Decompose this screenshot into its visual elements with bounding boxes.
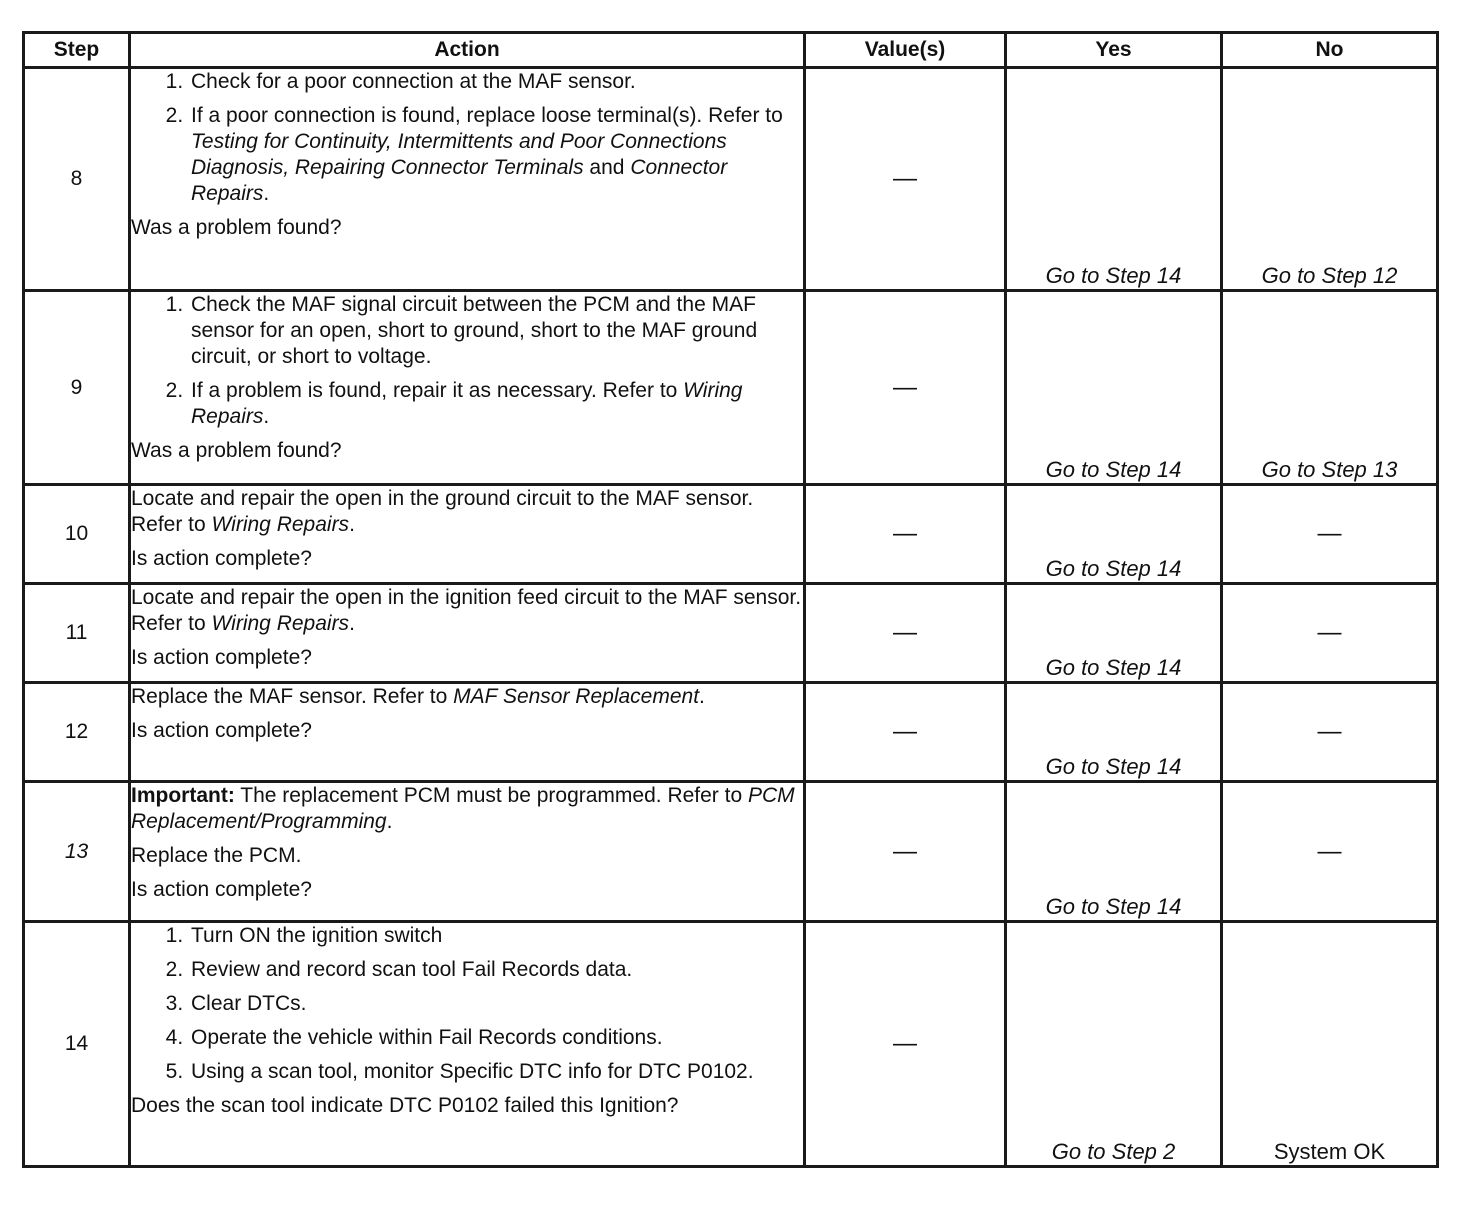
- action-cell: [130, 68, 805, 291]
- reference-link: MAF Sensor Replacement: [453, 685, 700, 708]
- step-number: 9: [24, 291, 130, 485]
- action-text: Replace the PCM.: [131, 844, 302, 867]
- action-question: Was a problem found?: [131, 439, 342, 462]
- action-item: 5. Using a scan tool, monitor Specific DTC info for DTC P0102.: [189, 1059, 803, 1085]
- action-text: Locate and repair the open in the ignition feed circuit to the MAF sensor. Refer to Wiring Repairs.: [131, 586, 802, 635]
- value-cell: —: [805, 782, 1006, 922]
- action-item: 2. If a problem is found, repair it as necessary. Refer to Wiring Repairs.: [189, 378, 803, 430]
- step-number: 8: [24, 68, 130, 291]
- step-number: 10: [24, 485, 130, 584]
- yes-cell: Go to Step 14: [1006, 291, 1222, 485]
- action-cell: [130, 922, 805, 1167]
- value-cell: —: [805, 683, 1006, 782]
- important-label: Important:: [131, 784, 235, 807]
- yes-cell: Go to Step 14: [1006, 584, 1222, 683]
- header-step: Step: [24, 33, 130, 68]
- yes-cell: Go to Step 14: [1006, 485, 1222, 584]
- header-yes: Yes: [1006, 33, 1222, 68]
- reference-link: Wiring Repairs: [211, 612, 350, 635]
- action-text: Locate and repair the open in the ground circuit to the MAF sensor. Refer to Wiring Repairs.: [131, 487, 754, 536]
- header-row: [24, 33, 1438, 68]
- step-number: 11: [24, 584, 130, 683]
- no-cell: Go to Step 13: [1222, 291, 1438, 485]
- header-no: No: [1222, 33, 1438, 68]
- table-row: [24, 485, 1438, 584]
- value-cell: —: [805, 291, 1006, 485]
- action-item: 1. Turn ON the ignition switch: [189, 923, 803, 949]
- no-cell: —: [1222, 485, 1438, 584]
- table-row: [24, 291, 1438, 485]
- action-item: 2. If a poor connection is found, replace loose terminal(s). Refer to Testing for Continuity, Intermittents and Poor Connections Diagnosis, Repairing Connector Terminals and Connector Repairs.: [189, 103, 803, 207]
- reference-link: Connector Repairs: [191, 156, 728, 205]
- action-cell: [130, 485, 805, 584]
- action-question: Is action complete?: [131, 719, 312, 742]
- table-row: [24, 922, 1438, 1167]
- value-cell: —: [805, 584, 1006, 683]
- action-cell: [130, 291, 805, 485]
- table-row: [24, 683, 1438, 782]
- action-question: Is action complete?: [131, 878, 312, 901]
- no-cell: —: [1222, 683, 1438, 782]
- action-item: 1. Check for a poor connection at the MAF sensor.: [189, 69, 803, 95]
- diagnostic-table: [22, 31, 1439, 1168]
- step-number: 12: [24, 683, 130, 782]
- no-cell: System OK: [1222, 922, 1438, 1167]
- action-item: 3. Clear DTCs.: [189, 991, 803, 1017]
- yes-cell: Go to Step 14: [1006, 683, 1222, 782]
- header-values: Value(s): [805, 33, 1006, 68]
- header-action: Action: [130, 33, 805, 68]
- value-cell: —: [805, 68, 1006, 291]
- reference-link: Testing for Continuity, Intermittents and Poor Connections Diagnosis, Repairing Connector Terminals: [191, 130, 727, 179]
- action-cell: [130, 584, 805, 683]
- yes-cell: Go to Step 14: [1006, 782, 1222, 922]
- reference-link: Wiring Repairs: [211, 513, 350, 536]
- action-item: 4. Operate the vehicle within Fail Records conditions.: [189, 1025, 803, 1051]
- step-number: 13: [24, 782, 130, 922]
- action-item: 2. Review and record scan tool Fail Records data.: [189, 957, 803, 983]
- yes-cell: Go to Step 14: [1006, 68, 1222, 291]
- action-question: Is action complete?: [131, 646, 312, 669]
- no-cell: —: [1222, 782, 1438, 922]
- reference-link: Wiring Repairs: [191, 379, 743, 428]
- table-row: [24, 782, 1438, 922]
- table-row: [24, 68, 1438, 291]
- no-cell: Go to Step 12: [1222, 68, 1438, 291]
- action-question: Does the scan tool indicate DTC P0102 failed this Ignition?: [131, 1094, 679, 1117]
- yes-cell: Go to Step 2: [1006, 922, 1222, 1167]
- action-cell: [130, 782, 805, 922]
- action-question: Was a problem found?: [131, 216, 342, 239]
- action-cell: [130, 683, 805, 782]
- action-question: Is action complete?: [131, 547, 312, 570]
- action-text: Replace the MAF sensor. Refer to MAF Sensor Replacement.: [131, 685, 705, 708]
- value-cell: —: [805, 485, 1006, 584]
- important-note: Important: The replacement PCM must be programmed. Refer to PCM Replacement/Programming.: [131, 784, 795, 833]
- reference-link: PCM Replacement/Programming: [131, 784, 795, 833]
- action-item: 1. Check the MAF signal circuit between the PCM and the MAF sensor for an open, short to ground, short to the MAF ground circuit, or short to voltage.: [189, 292, 803, 370]
- value-cell: —: [805, 922, 1006, 1167]
- step-number: 14: [24, 922, 130, 1167]
- table-row: [24, 584, 1438, 683]
- no-cell: —: [1222, 584, 1438, 683]
